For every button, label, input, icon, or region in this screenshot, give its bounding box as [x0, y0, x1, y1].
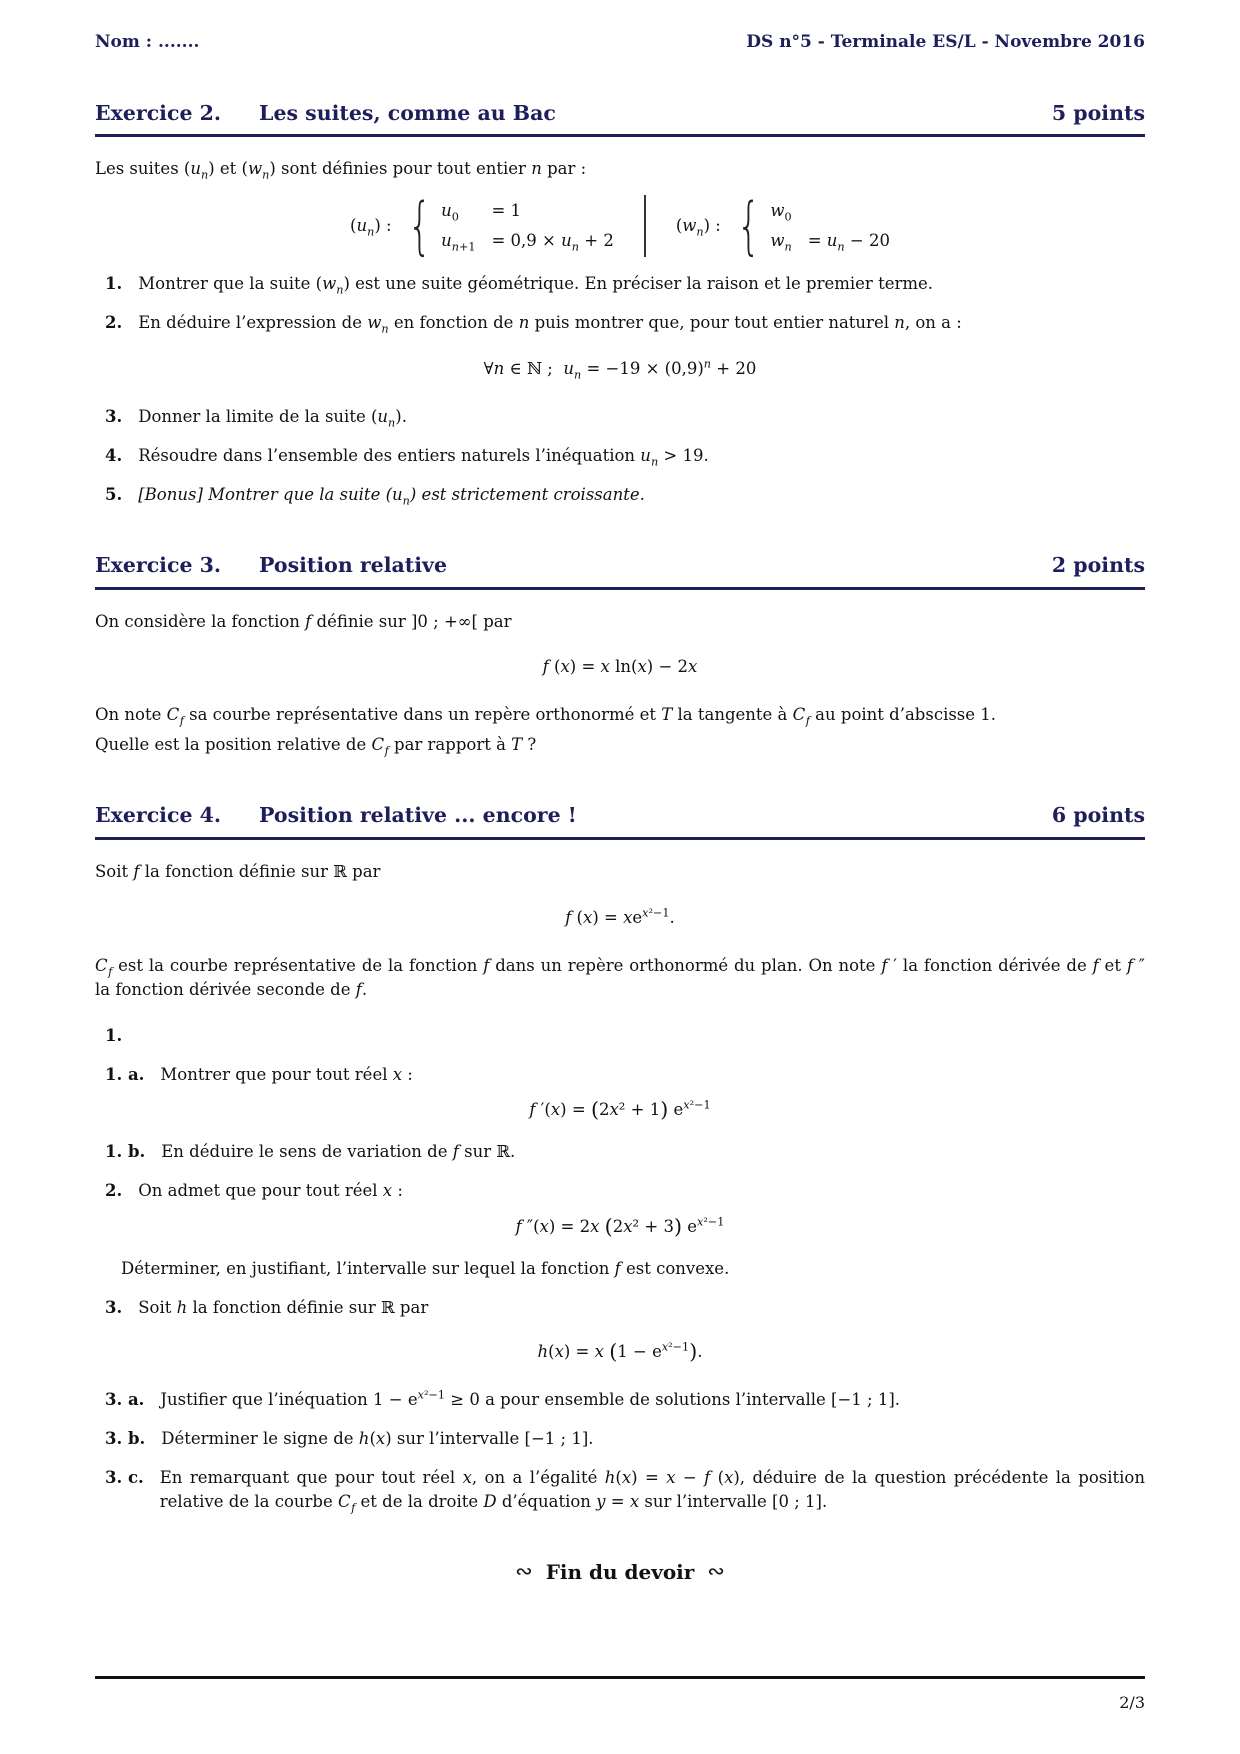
question-text: En déduire l’expression de $w_n$ en fonction de n puis montrer que, pour tout entier naturel n, on a :	[138, 313, 962, 336]
exercise-3-intro: On considère la fonction f définie sur ]0 ; +∞[ par	[95, 611, 512, 631]
question-number: 2.	[105, 313, 123, 333]
system-w	[675, 188, 890, 262]
ex2-question-2	[95, 311, 1145, 335]
exercise-3-line2: Quelle est la position relative de $C_f$ par rapport à T ?	[95, 735, 537, 758]
question-number: 3. c.	[105, 1467, 144, 1487]
question-text: [Bonus] Montrer que la suite $(u_n)$ est strictement croissante.	[138, 484, 645, 508]
exercise-3	[95, 551, 1145, 757]
exercise-3-title: Position relative	[259, 552, 447, 577]
eq-lhs: $u_{n+1}$	[441, 231, 476, 254]
question-number: 1.	[105, 1025, 123, 1045]
end-of-exam-text: Fin du devoir	[545, 1559, 695, 1584]
question-number: 5.	[105, 484, 123, 504]
swash-ornament-left-icon: ∾	[515, 1558, 533, 1583]
exercise-4	[95, 801, 1145, 1513]
exercise-4-description: $C_f$ est la courbe représentative de la fonction f dans un repère orthonormé du plan. On note f ′ la fonction dérivée de f et f ″ la fonction dérivée seconde de f.	[95, 955, 1145, 999]
left-brace: {	[407, 188, 432, 262]
exercise-4-label: Exercice 4.	[95, 803, 222, 828]
end-of-exam-marker	[95, 1556, 1145, 1587]
eq-rhs: = $u_n - 20$	[807, 231, 890, 254]
question-number: 3.	[105, 407, 123, 427]
formula-un: ∀n ∈ ℕ ; $u_n = -19 \times (0,9)^n + 20$	[483, 357, 757, 382]
ex4-question-3	[95, 1296, 1145, 1320]
question-number: 3. a.	[105, 1389, 145, 1409]
question-text: Déterminer le signe de h(x) sur l’intervalle [−1 ; 1].	[161, 1428, 594, 1448]
ex2-question-4	[95, 444, 1145, 468]
name-label: Nom : .......	[95, 32, 200, 52]
question-number: 4.	[105, 445, 123, 465]
question-number: 3. b.	[105, 1428, 146, 1448]
exercise-3-points: 2 points	[1051, 552, 1145, 577]
systems-divider	[644, 195, 646, 257]
exercise-2-label: Exercice 2.	[95, 100, 222, 125]
exercise-3-label: Exercice 3.	[95, 552, 222, 577]
ex4-question-3a	[95, 1388, 1145, 1412]
question-number: 1. b.	[105, 1142, 146, 1162]
exercise-2-title: Les suites, comme au Bac	[259, 100, 556, 125]
sequence-definitions	[95, 188, 1145, 262]
ex4-question-2	[95, 1179, 1145, 1203]
ex4-question-1a	[95, 1063, 1145, 1087]
footer-rule	[95, 1676, 1145, 1679]
page-number: 2/3	[1119, 1692, 1145, 1712]
ex4-question-3c	[95, 1466, 1145, 1514]
question-text: En déduire le sens de variation de f sur ℝ.	[161, 1142, 516, 1162]
exercise-2-intro: Les suites $(u_n)$ et $(w_n)$ sont définies pour tout entier n par :	[95, 159, 587, 182]
question-text: Montrer que la suite $(w_n)$ est une suite géométrique. En préciser la raison et le premier terme.	[138, 274, 934, 297]
system-u-rows	[441, 199, 614, 253]
system-w-rows	[770, 199, 890, 253]
ex4-question-2-followup: Déterminer, en justifiant, l’intervalle sur lequel la fonction f est convexe.	[121, 1259, 730, 1279]
question-text: Soit h la fonction définie sur ℝ par	[138, 1298, 429, 1318]
ex4-question-3b	[95, 1427, 1145, 1451]
exercise-3-line1: On note $C_f$ sa courbe représentative dans un repère orthonormé et T la tangente à $C_f$ au point d’abscisse 1.	[95, 705, 997, 728]
exercise-4-title: Position relative ... encore !	[259, 803, 577, 828]
exercise-3-heading	[95, 551, 1145, 590]
question-number: 3.	[105, 1298, 123, 1318]
formula-f-ex4: f $(x) = xe^{x^2-1}$.	[565, 906, 675, 927]
ex2-question-1	[95, 272, 1145, 296]
ex4-question-1	[95, 1024, 1145, 1048]
question-text: On admet que pour tout réel x :	[138, 1181, 403, 1201]
system-w-name: $(w_n)$ :	[675, 216, 721, 239]
left-brace: {	[736, 188, 761, 262]
question-text: Montrer que pour tout réel x :	[160, 1064, 413, 1084]
exercise-4-points: 6 points	[1051, 803, 1145, 828]
question-number: 1. a.	[105, 1064, 145, 1084]
exercise-2	[95, 99, 1145, 507]
exercise-4-intro: Soit f la fonction définie sur ℝ par	[95, 861, 381, 881]
question-text: Donner la limite de la suite $(u_n)$.	[138, 407, 407, 430]
exercise-4-heading	[95, 801, 1145, 840]
document-header	[95, 30, 1145, 55]
ex2-question-3	[95, 405, 1145, 429]
formula-f-prime: f ′(x) = (2x² + 1) $e^{x^2-1}$	[529, 1097, 711, 1122]
eq-lhs: $u_0$	[441, 201, 459, 224]
document-footer	[95, 1676, 1145, 1714]
system-u-name: $(u_n)$ :	[350, 216, 392, 239]
ex4-question-1b	[95, 1140, 1145, 1164]
eq-lhs: $w_0$	[770, 201, 792, 224]
question-text: Résoudre dans l’ensemble des entiers naturels l’inéquation $u_n > 19$.	[138, 445, 709, 469]
ex2-question-5	[95, 483, 1145, 507]
formula-f-ex3: f (x) = x ln(x) − 2x	[542, 657, 698, 677]
exercise-2-heading	[95, 99, 1145, 138]
question-text: Justifier que l’inéquation $1 - e^{x^2-1} \ge 0$ a pour ensemble de solutions l’intervalle [−1 ; 1].	[160, 1388, 901, 1409]
question-number: 2.	[105, 1181, 123, 1201]
eq-rhs: = $0,9 \times u_n + 2$	[491, 231, 614, 254]
eq-lhs: $w_n$	[770, 231, 792, 254]
exam-info: DS n°5 - Terminale ES/L - Novembre 2016	[746, 32, 1145, 52]
system-u	[350, 188, 614, 262]
question-text: En remarquant que pour tout réel x, on a l’égalité h(x) = x − f (x), déduire de la question précédente la position relative de la courbe $C_f$ et de la droite D d’équation y = x sur l’intervalle [0 ; 1].	[159, 1467, 1145, 1514]
formula-h: h(x) = x $(1 - e^{x^2-1})$.	[537, 1339, 703, 1364]
swash-ornament-right-icon: ∾	[707, 1558, 725, 1583]
question-number: 1.	[105, 274, 123, 294]
eq-rhs: = 1	[491, 201, 522, 221]
formula-f-second: f ″(x) = 2x (2x² + 3) $e^{x^2-1}$	[515, 1214, 725, 1239]
exercise-2-points: 5 points	[1051, 100, 1145, 125]
